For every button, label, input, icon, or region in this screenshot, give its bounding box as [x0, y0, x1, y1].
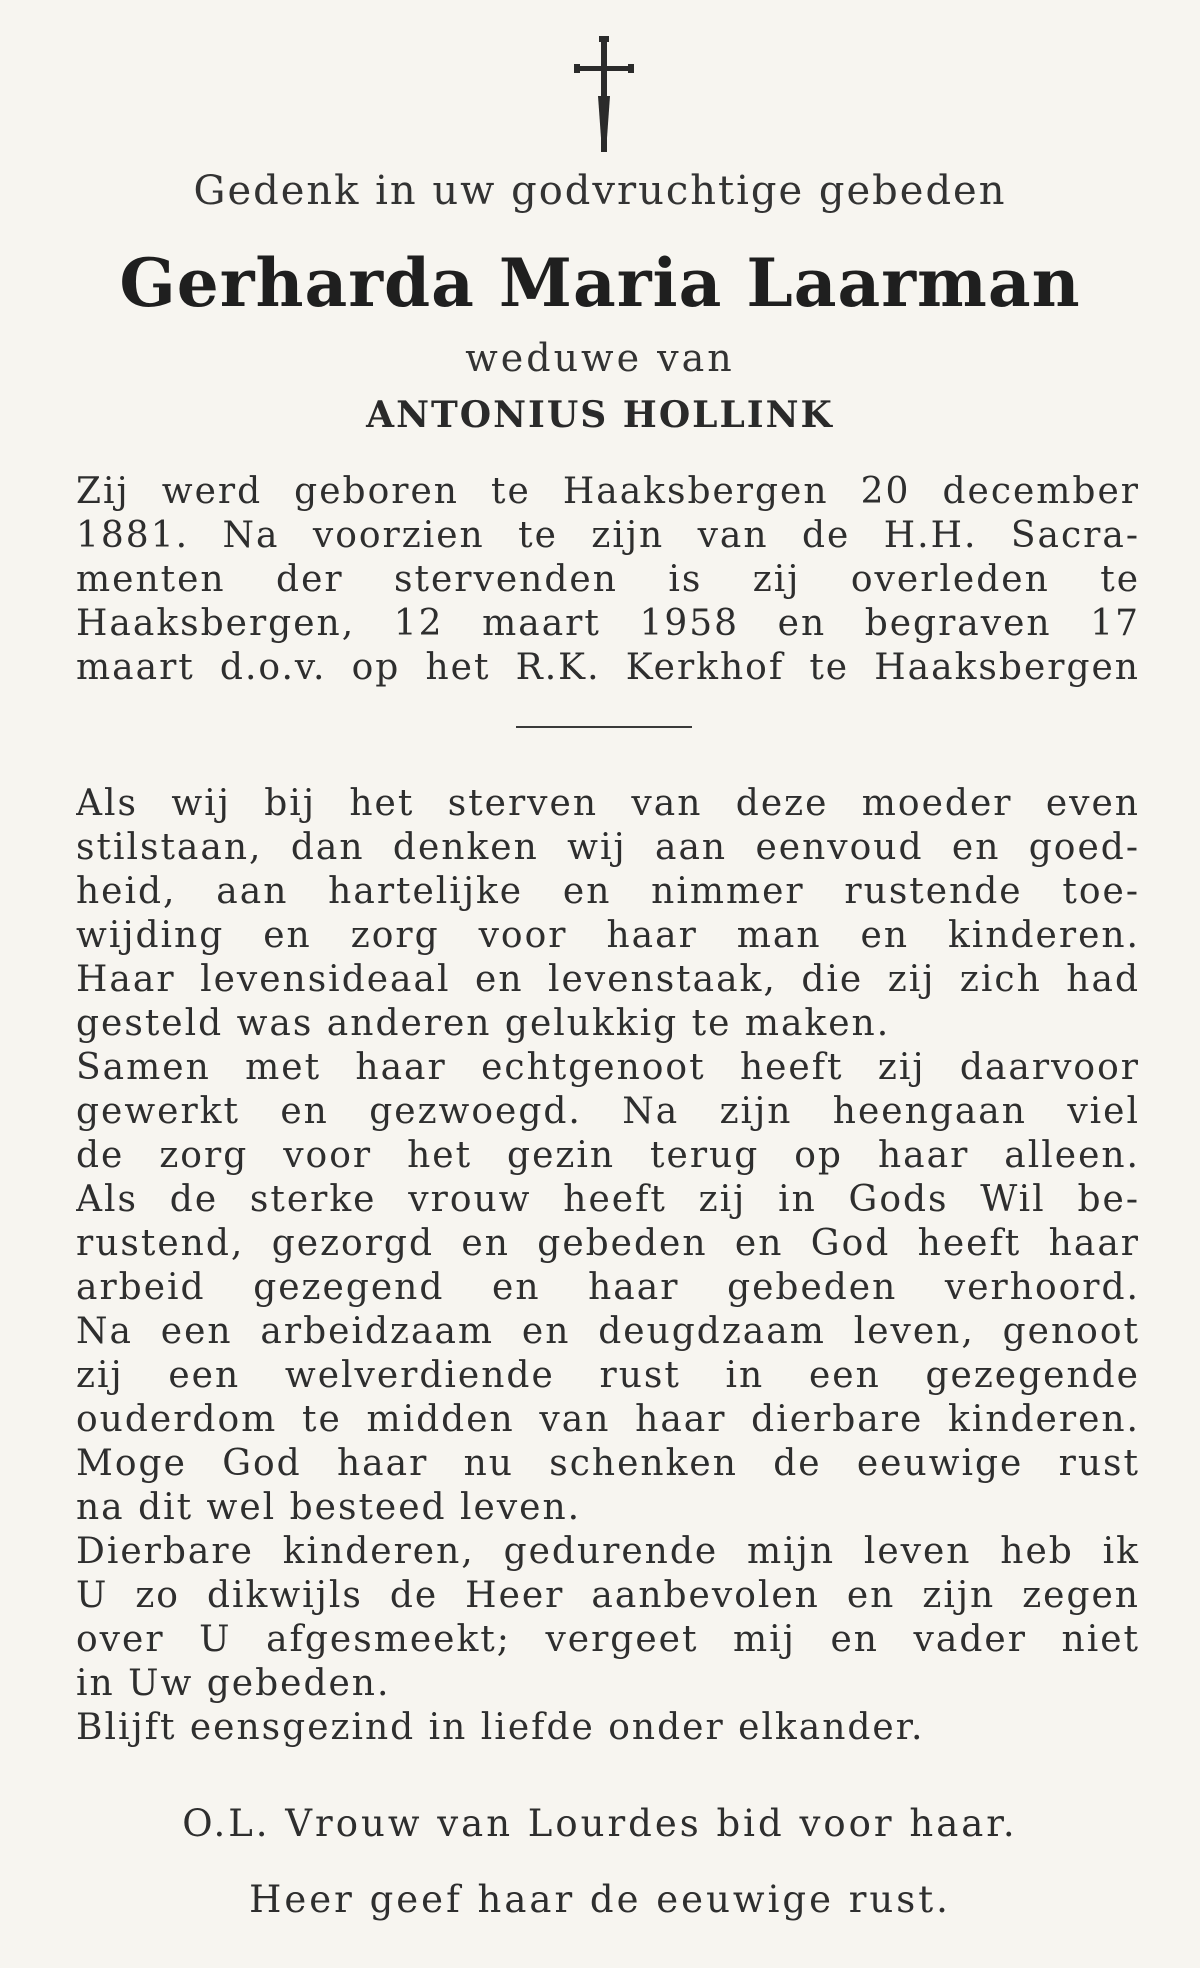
biography-line: maart d.o.v. op het R.K. Kerkhof te Haaksbergen [76, 647, 1140, 688]
spouse-name: ANTONIUS HOLLINK [366, 394, 834, 436]
tribute-line: Dierbare kinderen, gedurende mijn leven heb ik [76, 1531, 1140, 1572]
invocation-text: Gedenk in uw godvruchtige gebeden [193, 168, 1007, 214]
tribute-line: Samen met haar echtgenoot heeft zij daarvoor [76, 1047, 1140, 1088]
tribute-line: rustend, gezorgd en gebeden en God heeft haar [76, 1223, 1140, 1264]
tribute-line: stilstaan, dan denken wij aan eenvoud en goed- [76, 827, 1140, 868]
biography-line: menten der stervenden is zij overleden te [76, 559, 1140, 600]
cross-icon [570, 36, 638, 156]
tribute-line: over U afgesmeekt; vergeet mij en vader niet [76, 1619, 1140, 1660]
tribute-paragraph [76, 782, 1140, 1750]
tribute-line: de zorg voor het gezin terug op haar alleen. [76, 1135, 1140, 1176]
tribute-line: U zo dikwijls de Heer aanbevolen en zijn zegen [76, 1575, 1140, 1616]
biography-line: 1881. Na voorzien te zijn van de H.H. Sacra- [76, 515, 1140, 556]
tribute-line: heid, aan hartelijke en nimmer rustende toe- [76, 871, 1140, 912]
widow-of-text: weduwe van [465, 336, 735, 380]
prayer-lourdes: O.L. Vrouw van Lourdes bid voor haar. [182, 1802, 1018, 1845]
biography-line: Zij werd geboren te Haaksbergen 20 december [76, 471, 1140, 512]
tribute-line: Blijft eensgezind in liefde onder elkander. [76, 1707, 925, 1748]
section-divider [516, 726, 692, 728]
biography-paragraph [76, 470, 1140, 690]
tribute-line: gewerkt en gezwoegd. Na zijn heengaan viel [76, 1091, 1140, 1132]
tribute-line: Als wij bij het sterven van deze moeder even [76, 783, 1140, 824]
tribute-line: Als de sterke vrouw heeft zij in Gods Wil be- [76, 1179, 1140, 1220]
tribute-line: Na een arbeidzaam en deugdzaam leven, genoot [76, 1311, 1140, 1352]
tribute-line: in Uw gebeden. [76, 1663, 391, 1704]
prayer-eternal-rest: Heer geef haar de eeuwige rust. [249, 1878, 951, 1921]
tribute-line: arbeid gezegend en haar gebeden verhoord. [76, 1267, 1140, 1308]
biography-line: Haaksbergen, 12 maart 1958 en begraven 17 [76, 603, 1140, 644]
tribute-line: Haar levensideaal en levenstaak, die zij zich had [76, 959, 1140, 1000]
tribute-line: na dit wel besteed leven. [76, 1487, 582, 1528]
tribute-line: ouderdom te midden van haar dierbare kinderen. [76, 1399, 1140, 1440]
deceased-name: Gerharda Maria Laarman [119, 244, 1081, 322]
tribute-line: zij een welverdiende rust in een gezegende [76, 1355, 1140, 1396]
tribute-line: Moge God haar nu schenken de eeuwige rust [76, 1443, 1140, 1484]
tribute-line: gesteld was anderen gelukkig te maken. [76, 1003, 891, 1044]
tribute-line: wijding en zorg voor haar man en kinderen. [76, 915, 1140, 956]
